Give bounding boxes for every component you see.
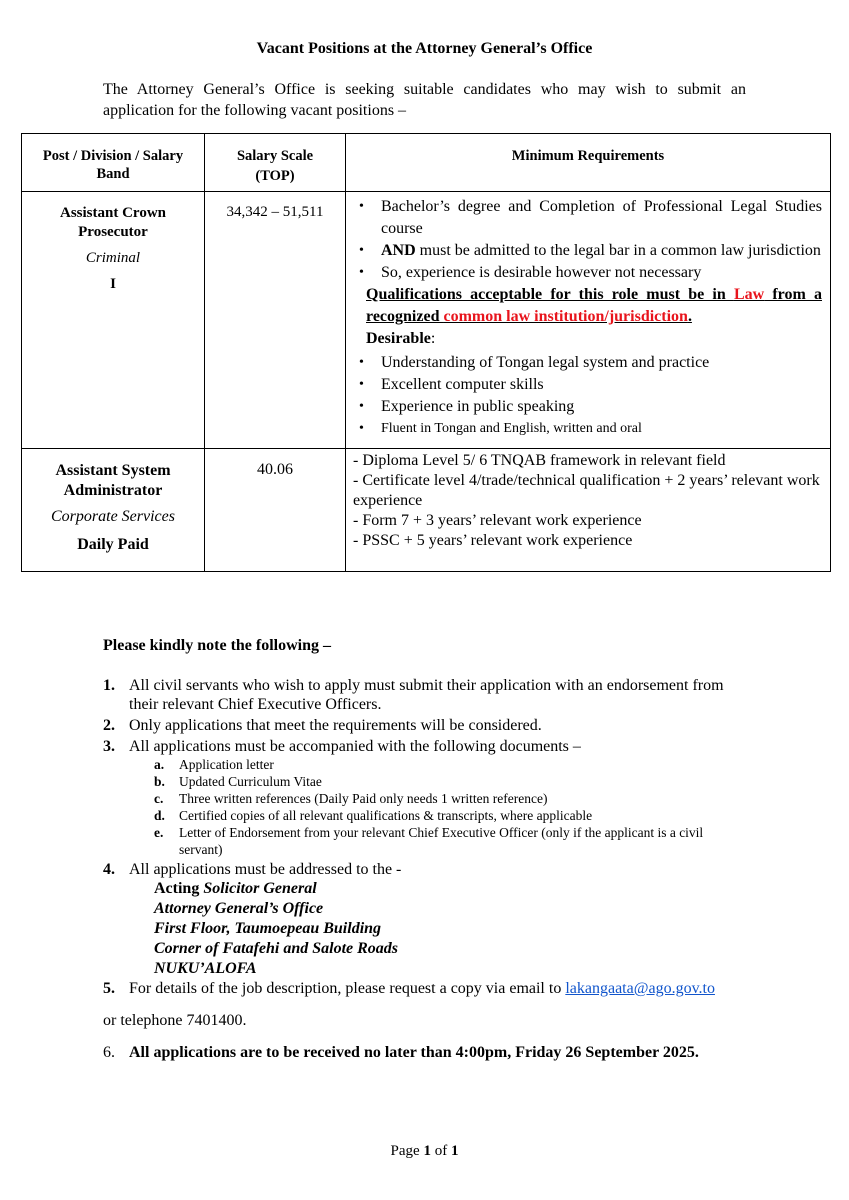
table-header-row [22, 134, 831, 192]
qualification-note: Qualifications acceptable for this role must be in Law from a recognized common law institution/jurisdiction. [366, 286, 822, 325]
notes-list [103, 676, 746, 1062]
header-salary: Salary Scale (TOP) [205, 134, 346, 192]
post-division: Corporate Services [51, 508, 175, 525]
table-row [22, 449, 831, 572]
notes-heading: Please kindly note the following – [103, 637, 332, 654]
requirement-line: - Certificate level 4/trade/technical qualification + 2 years’ relevant work experience [353, 472, 820, 509]
intro-paragraph: The Attorney General’s Office is seeking suitable candidates who may wish to submit an application for the following vacant positions – [103, 81, 746, 119]
salary-cell: 34,342 – 51,511 [205, 192, 346, 449]
list-item: a. Application letter [154, 757, 274, 772]
header-post: Post / Division / Salary Band [22, 134, 205, 192]
email-link[interactable]: lakangaata@ago.gov.to [565, 980, 715, 997]
post-title: Assistant System Administrator [55, 462, 171, 499]
telephone-line: or telephone 7401400. [103, 1012, 247, 1029]
note-item: 6. All applications are to be received no later than 4:00pm, Friday 26 September 2025. [103, 1044, 699, 1061]
requirement-line: - Form 7 + 3 years’ relevant work experience [353, 512, 642, 529]
requirement-line: - Diploma Level 5/ 6 TNQAB framework in relevant field [353, 452, 726, 469]
note-item: 3. All applications must be accompanied with the following documents – [103, 738, 581, 755]
desirable-item: • Fluent in Tongan and English, written and oral [346, 418, 830, 440]
requirements-cell [346, 192, 831, 449]
documents-list [103, 756, 746, 858]
page-footer: Page 1 of 1 [390, 1143, 459, 1159]
note-item: 2. Only applications that meet the requirements will be considered. [103, 717, 542, 734]
post-band: Daily Paid [77, 536, 149, 553]
vacancy-table [21, 133, 831, 572]
salary-cell: 40.06 [205, 449, 346, 572]
address-block: Acting Solicitor General Attorney General’s Office First Floor, Taumoepeau Building Corner of Fatafehi and Salote Roads NUKU’ALOFA [154, 880, 399, 977]
requirement-item: • So, experience is desirable however not necessary [346, 262, 830, 284]
list-item: b. Updated Curriculum Vitae [154, 774, 322, 789]
post-division: Criminal [85, 250, 141, 266]
post-title: Assistant Crown Prosecutor [60, 205, 166, 240]
header-requirements: Minimum Requirements [346, 134, 831, 192]
page-title: Vacant Positions at the Attorney General’s Office [256, 40, 593, 57]
post-cell [22, 449, 205, 572]
note-item: 1. All civil servants who wish to apply must submit their application with an endorsement from their relevant Chief Executive Officers. [103, 677, 724, 713]
note-item: 4. All applications must be addressed to the - [103, 861, 402, 878]
requirement-item: • Bachelor’s degree and Completion of Professional Legal Studies course [346, 196, 830, 240]
requirement-item: • AND must be admitted to the legal bar in a common law jurisdiction [346, 240, 830, 262]
list-item: d. Certified copies of all relevant qualifications & transcripts, where applicable [154, 808, 593, 823]
list-item: c. Three written references (Daily Paid only needs 1 written reference) [154, 791, 548, 806]
desirable-item: • Experience in public speaking [346, 396, 830, 418]
post-band: I [110, 276, 116, 292]
desirable-item: • Understanding of Tongan legal system and practice [346, 352, 830, 374]
desirable-item: • Excellent computer skills [346, 374, 830, 396]
post-cell [22, 192, 205, 449]
note-item: 5. For details of the job description, please request a copy via email to lakangaata@ago.gov.to [103, 980, 715, 997]
requirements-cell [346, 449, 831, 572]
desirable-label: Desirable: [366, 330, 436, 347]
table-row [22, 192, 831, 449]
list-item: e. Letter of Endorsement from your relevant Chief Executive Officer (only if the applicant is a civil servant) [154, 825, 704, 857]
requirement-line: - PSSC + 5 years’ relevant work experience [353, 532, 633, 549]
